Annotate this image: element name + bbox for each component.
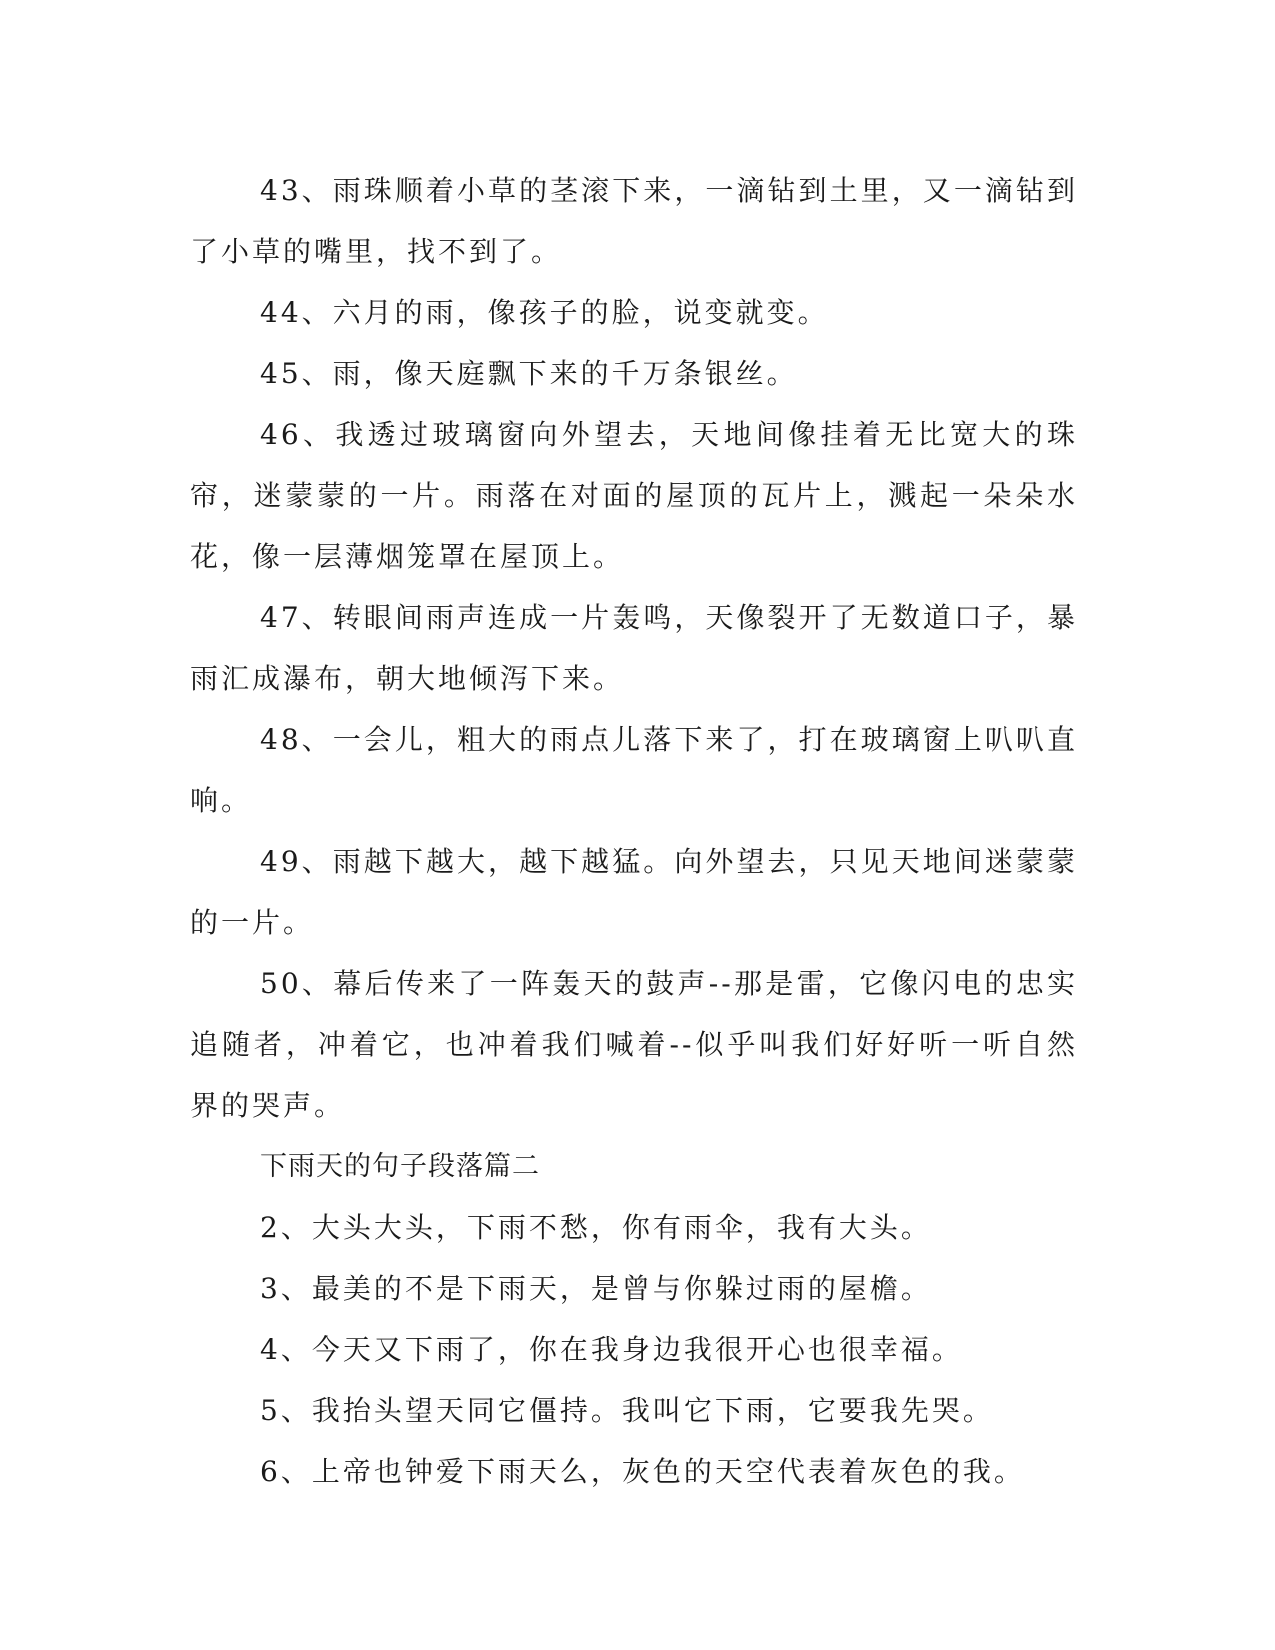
section-paragraph-5: 5、我抬头望天同它僵持。我叫它下雨，它要我先哭。 [260, 1394, 994, 1427]
section-paragraph-6: 6、上帝也钟爱下雨天么，灰色的天空代表着灰色的我。 [260, 1455, 1025, 1488]
section-paragraph-2: 2、大头大头，下雨不愁，你有雨伞，我有大头。 [260, 1211, 932, 1244]
paragraph-48: 48、一会儿，粗大的雨点儿落下来了，打在玻璃窗上叭叭直响。 [190, 723, 1078, 817]
document-body [190, 160, 1078, 1502]
paragraph-46: 46、我透过玻璃窗向外望去，天地间像挂着无比宽大的珠帘，迷蒙蒙的一片。雨落在对面的屋顶的瓦片上，溅起一朵朵水花，像一层薄烟笼罩在屋顶上。 [190, 418, 1078, 573]
paragraph-50: 50、幕后传来了一阵轰天的鼓声--那是雷，它像闪电的忠实追随者，冲着它，也冲着我们喊着--似乎叫我们好好听一听自然界的哭声。 [190, 967, 1078, 1122]
paragraph-43: 43、雨珠顺着小草的茎滚下来，一滴钻到土里，又一滴钻到了小草的嘴里，找不到了。 [190, 174, 1078, 268]
paragraph-49: 49、雨越下越大，越下越猛。向外望去，只见天地间迷蒙蒙的一片。 [190, 845, 1078, 939]
section-heading: 下雨天的句子段落篇二 [260, 1151, 540, 1182]
paragraph-47: 47、转眼间雨声连成一片轰鸣，天像裂开了无数道口子，暴雨汇成瀑布，朝大地倾泻下来。 [190, 601, 1078, 695]
section-paragraph-3: 3、最美的不是下雨天，是曾与你躲过雨的屋檐。 [260, 1272, 932, 1305]
section-paragraph-4: 4、今天又下雨了，你在我身边我很开心也很幸福。 [260, 1333, 963, 1366]
paragraph-45: 45、雨，像天庭飘下来的千万条银丝。 [260, 357, 798, 390]
paragraph-44: 44、六月的雨，像孩子的脸，说变就变。 [260, 296, 829, 329]
